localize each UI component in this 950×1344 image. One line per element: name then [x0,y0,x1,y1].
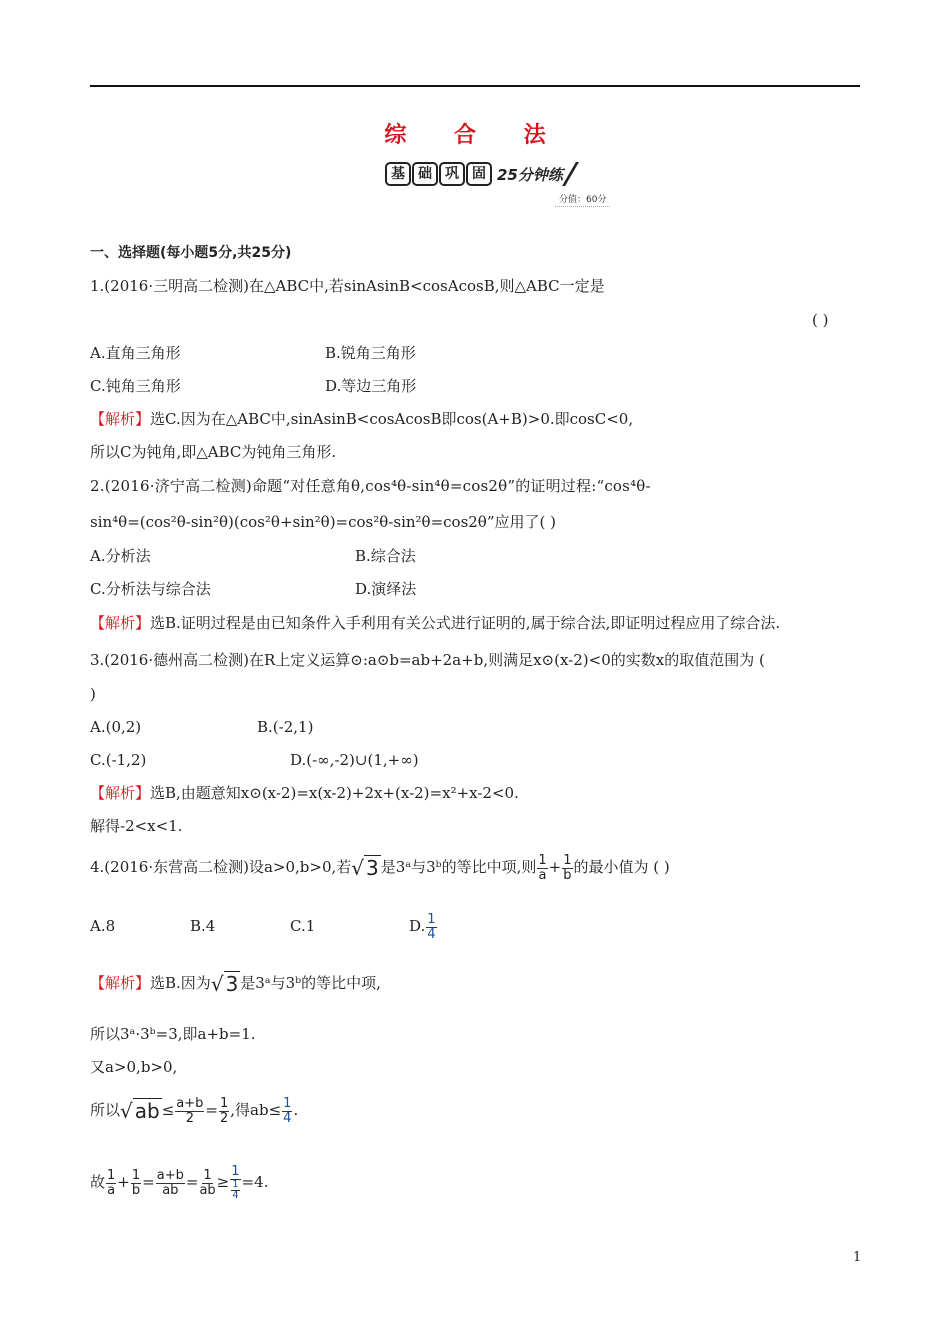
answer-paren: ( ) [812,311,829,329]
banner-slash [562,162,579,186]
plus-sign: + [117,1173,130,1191]
question-3-stem: 3.(2016·德州高二检测)在R上定义运算⊙:a⊙b=ab+2a+b,则满足x⊙(x-2)<0的实数x的取值范围为 ( [90,651,765,669]
section-heading: 一、选择题(每小题5分,共25分) [90,245,292,261]
q4-solution-line3: 又a>0,b>0, [90,1058,178,1076]
q3-solution-text: 选B,由题意知x⊙(x-2)=x(x-2)+2x+(x-2)=x²+x-2<0. [150,784,519,802]
numerator: 1 [107,1167,116,1183]
q1-solution-line2: 所以C为钝角,即△ABC为钝角三角形. [90,443,337,461]
q2-solution-text: 选B.证明过程是由已知条件入手利用有关公式进行证明的,属于综合法,即证明过程应用了综合法. [150,614,781,632]
q4-solution [90,966,381,1001]
banner-minutes: 25分钟练 [497,165,563,184]
denominator-fraction [231,1180,239,1201]
denominator: 4 [427,926,436,942]
text: ,得ab≤ [230,1101,282,1119]
numerator: 1 [283,1095,292,1111]
sqrt-ab: √ ab [120,1099,160,1123]
q2-option-d: D.演绎法 [355,580,417,598]
numerator: 1 [131,1167,141,1183]
q4-solution-line2: 所以3ᵃ·3ᵇ=3,即a+b=1. [90,1025,256,1043]
header-rule [90,85,860,87]
denominator: 2 [220,1110,229,1126]
q2-option-b: B.综合法 [355,547,416,565]
period: . [293,1101,299,1119]
denominator: 4 [232,1190,239,1201]
ge-sign: ≥ [216,1173,230,1191]
q3-solution [90,783,519,803]
banner-badge: 础 [412,162,438,186]
fraction-1-over-4 [282,1097,292,1126]
banner-badge: 巩 [439,162,465,186]
q4-solution-line5 [90,1160,269,1204]
q4-solution-text: 是3ᵃ与3ᵇ的等比中项, [240,974,381,992]
plus-sign: + [548,858,562,876]
fraction-apb-over-2 [175,1097,204,1126]
denominator: 2 [185,1110,194,1126]
denominator: ab [199,1182,216,1198]
q1-solution-text: 选C.因为在△ABC中,sinAsinB<cosAcosB即cos(A+B)>0.即cosC<0, [150,410,634,428]
q2-option-a: A.分析法 [90,547,151,565]
banner-badge: 固 [466,162,492,186]
q1-option-a: A.直角三角形 [90,344,181,362]
sqrt-3: √ 3 [210,972,239,996]
section-banner [385,162,572,186]
q4-option-d [409,906,438,946]
denominator: a [538,867,547,883]
q3-option-c: C.(-1,2) [90,751,147,769]
solution-tag: 【解析】 [90,614,151,632]
q2-solution [90,613,780,633]
sqrt-radicand: 3 [225,972,239,996]
q3-solution-line2: 解得-2<x<1. [90,817,183,835]
sqrt-radicand: 3 [366,856,379,880]
fraction-1-over-b [562,854,572,883]
le-sign: ≤ [161,1101,175,1119]
denominator: a [107,1182,116,1198]
fraction-apb-over-ab [156,1169,185,1198]
q4-option-c: C.1 [290,917,316,935]
q4-solution-text: 选B.因为 [150,974,211,992]
numerator: 1 [427,911,436,927]
eq-sign: = [205,1101,218,1119]
numerator: 1 [203,1167,212,1183]
question-3-stem-line2: ) [90,685,96,703]
q4-option-b: B.4 [190,917,216,935]
page-number: 1 [853,1250,862,1265]
q2-option-c: C.分析法与综合法 [90,580,211,598]
q4-solution-line4 [90,1090,298,1131]
q4-stem-part: 4.(2016·东营高二检测)设a>0,b>0,若 [90,858,352,876]
question-2-stem: 2.(2016·济宁高二检测)命题“对任意角θ,cos⁴θ-sin⁴θ=cos2θ”的证明过程:“cos⁴θ- [90,477,651,495]
solution-tag: 【解析】 [90,784,151,802]
numerator: a+b [176,1095,204,1111]
eq-sign: = [142,1173,155,1191]
q3-option-a: A.(0,2) [90,718,142,736]
q4-stem-part: 是3ᵃ与3ᵇ的等比中项,则 [380,858,537,876]
denominator: 4 [283,1110,292,1126]
numerator: 1 [220,1095,229,1111]
q4-option-a: A.8 [90,917,116,935]
fraction-1-over-4 [426,913,436,942]
denominator: b [563,867,572,883]
fraction-1-over-ab [199,1169,215,1198]
numerator: a+b [156,1167,184,1183]
fraction-1-over-2 [219,1097,229,1126]
q1-solution [90,409,633,429]
eq-sign: = [185,1173,199,1191]
option-d-label: D. [409,917,426,935]
question-4-stem [90,850,670,885]
q3-option-b: B.(-2,1) [257,718,314,736]
score-label: 分值：60分 [555,192,610,207]
text: 故 [90,1173,106,1191]
fraction-1-over-quarter [230,1165,240,1201]
numerator: 1 [232,1179,239,1190]
sqrt-radicand: ab [134,1099,160,1123]
sqrt-3: √ 3 [351,856,379,880]
numerator: 1 [231,1164,240,1179]
text: 所以 [90,1101,121,1119]
question-2-stem-line2: sin⁴θ=(cos²θ-sin²θ)(cos²θ+sin²θ)=cos²θ-sin²θ=cos2θ”应用了( ) [90,513,556,531]
solution-tag: 【解析】 [90,974,151,992]
banner-badge: 基 [385,162,411,186]
fraction-1-over-a [537,854,547,883]
q1-option-d: D.等边三角形 [325,377,417,395]
numerator: 1 [563,852,572,868]
question-1-stem: 1.(2016·三明高二检测)在△ABC中,若sinAsinB<cosAcosB,则△ABC一定是 [90,277,605,295]
solution-tag: 【解析】 [90,410,151,428]
q1-option-c: C.钝角三角形 [90,377,181,395]
denominator: ab [162,1182,179,1198]
text: =4. [241,1173,269,1191]
page-title: 综 合 法 [384,123,566,148]
q4-stem-part: 的最小值为 ( ) [573,858,670,876]
q3-option-d: D.(-∞,-2)∪(1,+∞) [290,751,419,769]
fraction-1-over-a [106,1169,116,1198]
denominator: b [131,1182,141,1198]
fraction-1-over-b [131,1169,141,1198]
q1-option-b: B.锐角三角形 [325,344,416,362]
numerator: 1 [538,852,547,868]
